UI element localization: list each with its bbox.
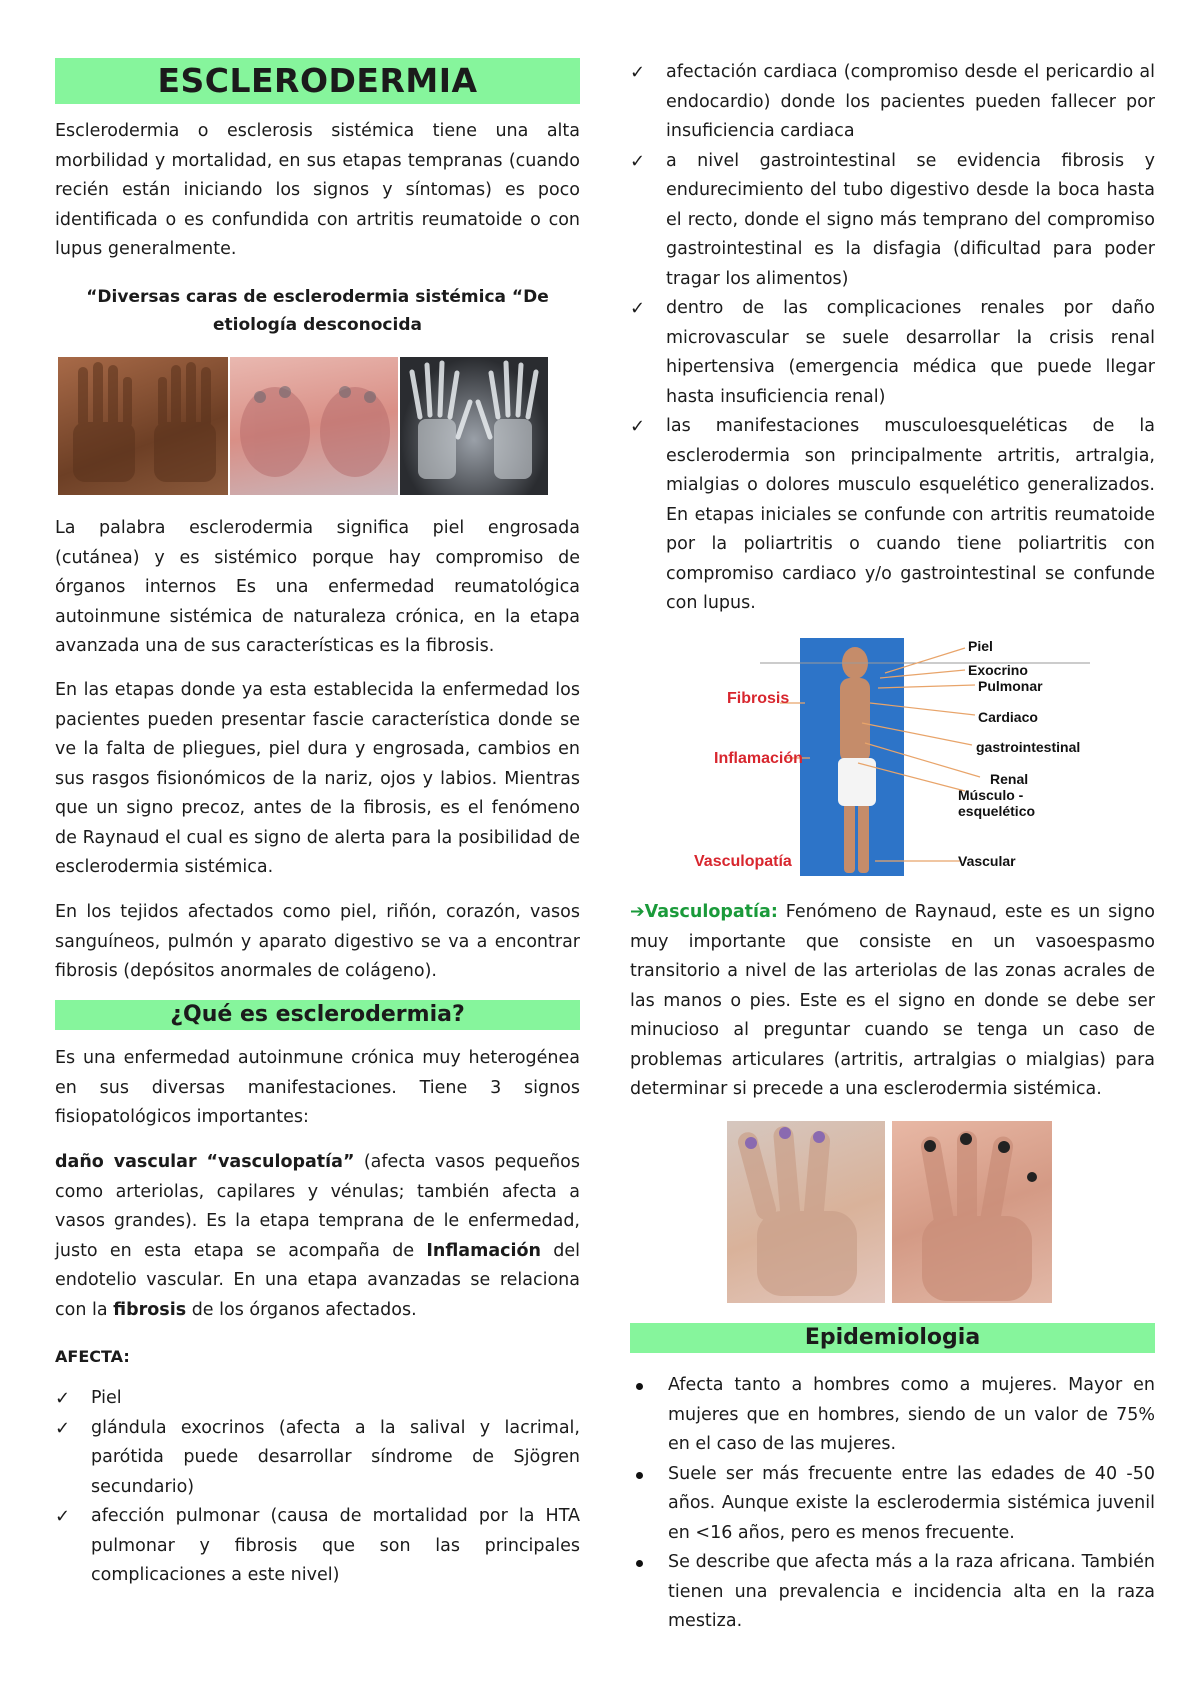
- afecta-label: AFECTA:: [55, 1347, 130, 1366]
- diagram-label-renal: Renal: [990, 771, 1029, 787]
- list-item: ✓ glándula exocrinos (afecta a la salival y lacrimal, parótida puede desarrollar síndrome de Sjögren secundario): [55, 1414, 580, 1503]
- list-item: ✓ afección pulmonar (causa de mortalidad por la HTA pulmonar y fibrosis que son las principales complicaciones a este nivel): [55, 1502, 580, 1591]
- list-item: ✓ dentro de las complicaciones renales por daño microvascular se suele desarrollar la crisis renal hipertensiva (emergencia médica que puede llegar hasta insuficiencia renal): [630, 294, 1155, 412]
- list-item: Suele ser más frecuente entre las edades de 40 -50 años. Aunque existe la esclerodermia sistémica juvenil en <16 años, pero es menos frecuente.: [630, 1460, 1155, 1549]
- word-paragraph: La palabra esclerodermia significa piel engrosada (cutánea) y es sistémico porque hay compromiso de órganos internos Es una enfermedad reumatológica autoinmune sistémica de naturaleza crónica, en la etapa avanzada una de sus características es la fibrosis.: [55, 518, 580, 656]
- diagram-label-pulmonar: Pulmonar: [978, 678, 1043, 694]
- raynaud-photo-2: [892, 1121, 1052, 1303]
- list-item: Afecta tanto a hombres como a mujeres. Mayor en mujeres que en hombres, siendo de un valor de 75% en el caso de las mujeres.: [630, 1371, 1155, 1460]
- list-item: ✓ las manifestaciones musculoesqueléticas de la esclerodermia son principalmente artritis, artralgia, mialgias o dolores musculo esquelético generalizados. En etapas iniciales se confunde con artritis reumatoide por la poliartritis o cuando tiene poliartritis con compromiso cardiaco y/o gastrointestinal se confunde con lupus.: [630, 412, 1155, 619]
- list-item: Se describe que afecta más a la raza africana. También tienen una prevalencia e incidencia alta en la raza mestiza.: [630, 1548, 1155, 1637]
- what-paragraph-1: Es una enfermedad autoinmune crónica muy heterogénea en sus diversas manifestaciones. Tiene 3 signos fisiopatológicos importantes:: [55, 1048, 580, 1127]
- epidemiologia-list: [630, 1371, 1155, 1637]
- tissues-paragraph: En los tejidos afectados como piel, riñón, corazón, vasos sanguíneos, pulmón y aparato digestivo se va a encontrar fibrosis (depósitos anormales de colágeno).: [55, 902, 580, 981]
- arrow-icon: ➔: [630, 902, 645, 922]
- page-title: ESCLERODERMIA: [55, 58, 580, 104]
- diagram-label-inflamacion: Inflamación: [714, 750, 803, 767]
- diagram-label-gastrointestinal: gastrointestinal: [976, 739, 1081, 755]
- intro-paragraph: Esclerodermia o esclerosis sistémica tiene una alta morbilidad y mortalidad, en sus etapas tempranas (cuando recién están iniciando los signos y síntomas) es poco identificada o es confundida con artritis reumatoide o con lupus generalmente.: [55, 121, 580, 259]
- check-icon: ✓: [630, 62, 646, 83]
- diagram-label-musculo: Músculo -: [958, 787, 1024, 803]
- hands-xray-photo: [400, 357, 548, 495]
- bullet-icon: [636, 1472, 643, 1479]
- diagram-label-piel: Piel: [968, 638, 993, 654]
- raynaud-photo-1: [727, 1121, 885, 1303]
- section-epidemiologia-heading: Epidemiologia: [630, 1323, 1155, 1353]
- check-icon: ✓: [630, 298, 646, 319]
- complications-list: [630, 58, 1155, 619]
- check-icon: ✓: [55, 1417, 71, 1439]
- diagram-label-exocrino: Exocrino: [968, 662, 1028, 678]
- hands-photo-1: [58, 357, 228, 495]
- check-icon: ✓: [55, 1506, 71, 1527]
- diagram-label-vasculopatia: Vasculopatía: [694, 853, 792, 870]
- diagram-label-cardiaco: Cardiaco: [978, 709, 1038, 725]
- section-what-heading: ¿Qué es esclerodermia?: [55, 1000, 580, 1030]
- check-icon: ✓: [55, 1388, 71, 1409]
- diagram-label-esqueletico: esquelético: [958, 803, 1036, 819]
- check-icon: ✓: [630, 150, 646, 172]
- list-item: ✓ a nivel gastrointestinal se evidencia fibrosis y endurecimiento del tubo digestivo desde la boca hasta el recto, donde el signo más temprano del compromiso gastrointestinal es la disfagia (dificultad para poder tragar los alimentos): [630, 147, 1155, 295]
- organs-diagram: [690, 633, 1110, 885]
- diagram-label-vascular: Vascular: [958, 853, 1016, 869]
- what-paragraph-2: daño vascular “vasculopatía” (afecta vasos pequeños como arteriolas, capilares y vénulas; también afecta a vasos grandes). Es la etapa temprana de le enfermedad, justo en esta etapa se acompaña de Inflamación del endotelio vascular. En una etapa avanzadas se relaciona con la fibrosis de los órganos afectados.: [55, 1152, 580, 1320]
- vasculopatia-paragraph: ➔Vasculopatía: Fenómeno de Raynaud, este es un signo muy importante que consiste en un vasoespasmo transitorio a nivel de las arteriolas de las zonas acrales de las manos o pies. Este es el signo en donde se debe ser minucioso al preguntar cuando se tenga un caso de problemas articulares (artritis, artralgias o mialgias) para determinar si precede a una esclerodermia sistémica.: [630, 902, 1155, 1099]
- check-icon: ✓: [630, 416, 646, 437]
- bullet-icon: [636, 1560, 643, 1567]
- stages-paragraph: En las etapas donde ya esta establecida la enfermedad los pacientes pueden presentar fascie característica donde se ve la falta de pliegues, piel dura y engrosada, cambios en sus rasgos fisionómicos de la nariz, ojos y labios. Mientras que un signo precoz, antes de la fibrosis, es el fenómeno de Raynaud el cual es signo de alerta para la posibilidad de esclerodermia sistémica.: [55, 680, 580, 877]
- diagram-label-fibrosis: Fibrosis: [727, 690, 790, 707]
- afecta-list: [55, 1384, 580, 1591]
- bullet-icon: [636, 1383, 643, 1390]
- list-item: ✓ afectación cardiaca (compromiso desde el pericardio al endocardio) donde los pacientes pueden fallecer por insuficiencia cardiaca: [630, 58, 1155, 147]
- images-caption: “Diversas caras de esclerodermia sistémica “De etiología desconocida: [86, 287, 549, 335]
- list-item: ✓ Piel: [55, 1384, 580, 1414]
- hands-photo-2: [230, 357, 398, 495]
